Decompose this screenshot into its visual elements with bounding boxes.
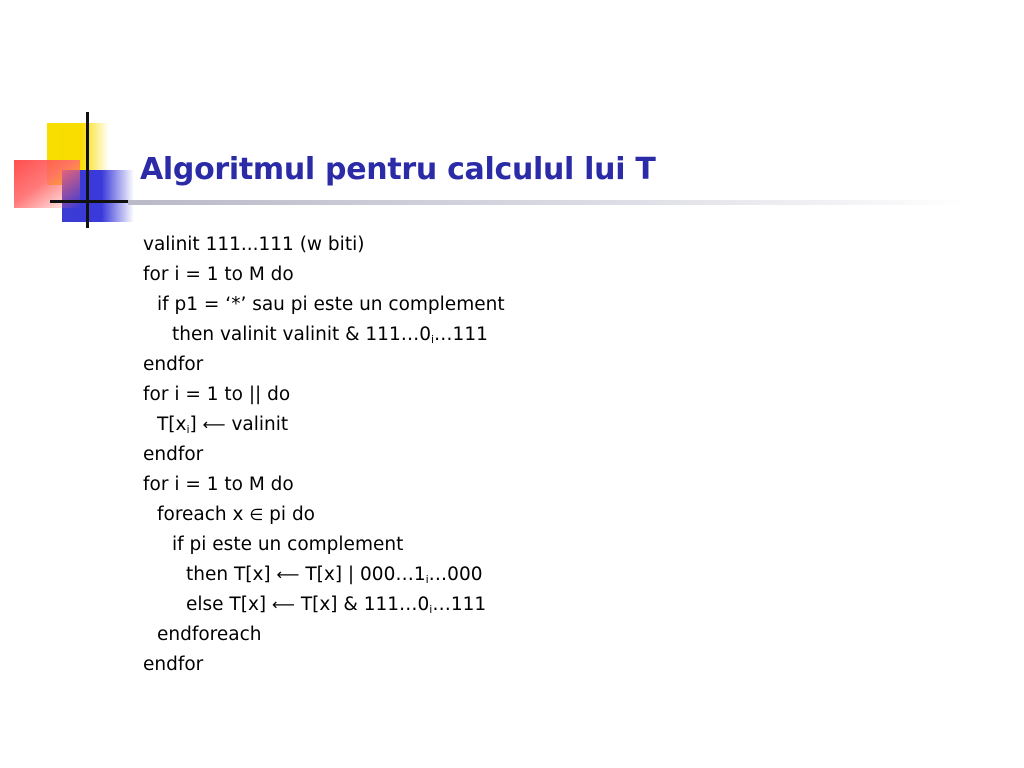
pseudocode-block: [143, 230, 505, 680]
subscript: i: [425, 573, 429, 586]
left-arrow-icon: ⟵: [276, 565, 300, 584]
code-line: [143, 500, 505, 530]
code-text: else T[x]: [186, 594, 272, 615]
code-text: …000: [428, 564, 483, 585]
code-text: then valinit valinit & 111…0: [172, 324, 431, 345]
code-text: T[x] & 111…0: [294, 594, 430, 615]
code-text: ]: [189, 414, 203, 435]
code-line: endforeach: [157, 624, 262, 645]
code-line: for i = 1 to || do: [143, 384, 291, 405]
subscript: i: [429, 603, 433, 616]
code-line: valinit 111...111 (w biti): [143, 234, 365, 255]
code-text: then T[x]: [186, 564, 277, 585]
element-of-icon: ∈: [249, 505, 264, 524]
code-text: T[x] | 000…1: [299, 564, 426, 585]
code-line: [143, 320, 505, 350]
code-text: T[x: [157, 414, 187, 435]
logo-horizontal-line: [50, 200, 130, 203]
code-line: for i = 1 to M do: [143, 474, 294, 495]
code-line: if pi este un complement: [172, 534, 404, 555]
code-text: valinit: [225, 414, 289, 435]
code-line: [143, 560, 505, 590]
code-line: [143, 590, 505, 620]
code-line: endfor: [143, 354, 204, 375]
code-line: if p1 = ‘*’ sau pi este un complement: [157, 294, 505, 315]
title-underline: [128, 200, 968, 205]
code-line: endfor: [143, 444, 204, 465]
code-text: foreach x: [157, 504, 250, 525]
logo-vertical-line: [86, 112, 89, 228]
code-text: pi do: [263, 504, 316, 525]
subscript: i: [186, 423, 190, 436]
left-arrow-icon: ⟵: [202, 415, 226, 434]
subscript: i: [430, 333, 435, 346]
code-line: [143, 410, 505, 440]
left-arrow-icon: ⟵: [272, 595, 295, 614]
code-line: for i = 1 to M do: [143, 264, 294, 285]
code-text: …111: [434, 324, 488, 345]
slide-title: Algoritmul pentru calculul lui T: [140, 152, 656, 187]
code-text: …111: [432, 594, 487, 615]
code-line: endfor: [143, 654, 204, 675]
